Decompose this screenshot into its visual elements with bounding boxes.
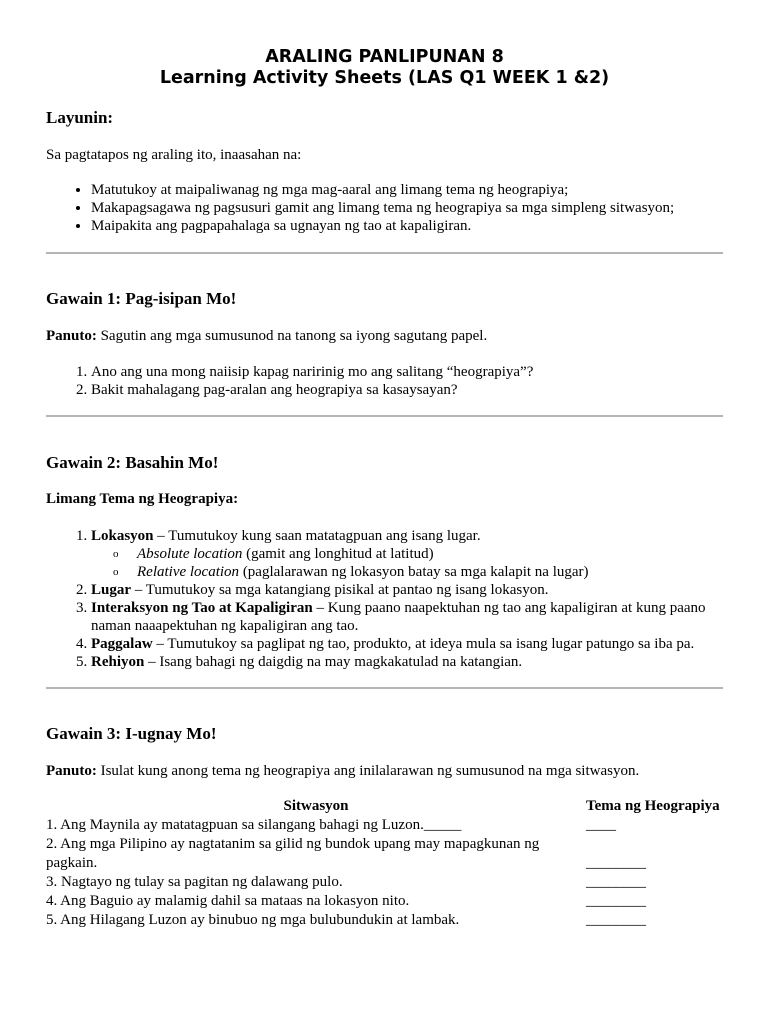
answer-blank[interactable]: ____ [586,817,616,833]
list-item: 2. Bakit mahalagang pag-aralan ang heograpiya sa kasaysayan? [91,381,533,399]
table-row [46,873,723,892]
list-item [91,581,723,599]
list-item: • Makapagsagawa ng pagsusuri gamit ang limang tema ng heograpiya sa mga simpleng sitwasyon; [91,199,674,217]
situation-text: 4. Ang Baguio ay malamig dahil sa mataas na lokasyon nito. [46,893,410,909]
situation-text: 3. Nagtayo ng tulay sa pagitan ng dalawang pulo. [46,874,343,890]
panuto-text: Sagutin ang mga sumusunod na tanong sa iyong sagutang papel. [96,328,488,344]
theme-term: Interaksyon ng Tao at Kapaligiran [91,600,313,616]
column-header-sitwasyon: Sitwasyon [283,798,349,814]
theme-desc: – Tumutukoy sa mga katangiang pisikal at pantao ng isang lokasyon. [131,582,549,598]
circle-bullet-icon: o [113,566,119,578]
list-item: 1. Ano ang una mong naiisip kapag naririnig mo ang salitang “heograpiya”? [91,363,533,381]
table-row [46,835,723,873]
theme-desc: – Kung paano naapektuhan ng tao ang kapaligiran at kung paano naman naaapektuhan ng kapaligiran ang tao. [91,600,706,634]
situation-text: 5. Ang Hilagang Luzon ay binubuo ng mga bulubundukin at lambak. [46,912,460,928]
table-row [46,892,723,911]
sub-desc: (gamit ang longhitud at latitud) [242,546,434,562]
sub-list [91,545,723,581]
page-title: ARALING PANLIPUNAN 8 [265,47,504,67]
sub-desc: (paglalarawan ng lokasyon batay sa mga kalapit na lugar) [239,564,589,580]
theme-term: Paggalaw [91,636,153,652]
gawain1-panuto [46,327,487,345]
gawain2-subheading: Limang Tema ng Heograpiya: [46,491,239,507]
theme-desc: – Tumutukoy sa paglipat ng tao, produkto, at ideya mula sa isang lugar patungo sa iba pa. [152,636,695,652]
theme-desc: – Isang bahagi ng daigdig na may magkakatulad na katangian. [144,654,523,670]
circle-bullet-icon: o [113,548,119,560]
sub-list-item [113,563,723,581]
panuto-label: Panuto: [46,763,97,779]
situation-text: 1. Ang Maynila ay matatagpuan sa silangang bahagi ng Luzon._____ [46,817,462,833]
layunin-intro: Sa pagtatapos ng araling ito, inaasahan na: [46,147,302,163]
sub-term: Relative location [137,564,240,580]
section-divider [46,415,723,417]
section-divider [46,687,723,689]
sub-term: Absolute location [137,546,243,562]
list-item [91,527,723,581]
list-item: • Matutukoy at maipaliwanag ng mga mag-aaral ang limang tema ng heograpiya; [91,181,674,199]
gawain2-heading: Gawain 2: Basahin Mo! [46,453,219,472]
answer-blank[interactable]: ________ [586,912,646,928]
themes-list [46,527,723,671]
theme-desc: – Tumutukoy kung saan matatagpuan ang isang lugar. [153,528,481,544]
panuto-label: Panuto: [46,328,97,344]
situation-text: 2. Ang mga Pilipino ay nagtatanim sa gilid ng bundok upang may mapagkunan ng pagkain. [46,836,540,871]
gawain3-heading: Gawain 3: I-ugnay Mo! [46,724,217,743]
section-divider [46,252,723,254]
situations-table [46,797,723,930]
gawain1-heading: Gawain 1: Pag-isipan Mo! [46,289,237,308]
panuto-text: Isulat kung anong tema ng heograpiya ang inilalarawan ng sumusunod na mga sitwasyon. [96,763,640,779]
table-row [46,816,723,835]
list-item [91,599,723,635]
answer-blank[interactable]: ________ [586,893,646,909]
answer-blank[interactable]: ________ [586,874,646,890]
theme-term: Rehiyon [91,654,145,670]
list-item [91,635,723,653]
gawain1-questions [46,363,533,399]
list-item [91,653,723,671]
sub-list-item [113,545,723,563]
theme-term: Lokasyon [91,528,154,544]
table-row [46,911,723,930]
answer-blank[interactable]: ________ [586,855,646,871]
gawain3-panuto [46,762,639,780]
theme-term: Lugar [91,582,132,598]
list-item: • Maipakita ang pagpapahalaga sa ugnayan ng tao at kapaligiran. [91,217,674,235]
page-subtitle: Learning Activity Sheets (LAS Q1 WEEK 1 &2) [159,68,610,88]
layunin-heading: Layunin: [46,108,114,127]
layunin-list [46,181,674,235]
column-header-tema: Tema ng Heograpiya [586,798,720,814]
table-header-row [46,797,723,816]
